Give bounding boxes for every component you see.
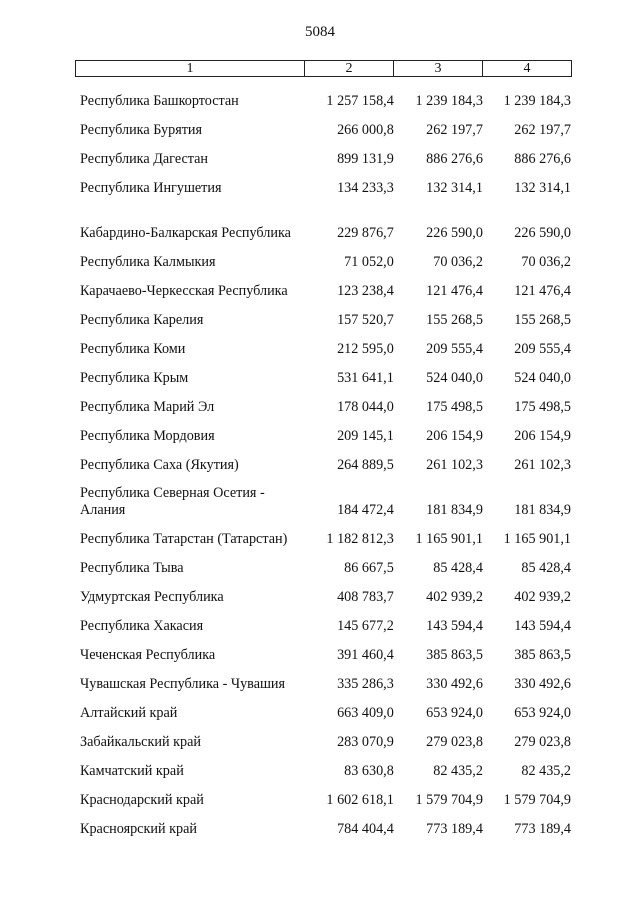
value-col-2: 134 233,3 <box>337 180 394 196</box>
region-name: Республика Ингушетия <box>80 180 222 196</box>
value-col-4: 279 023,8 <box>514 734 572 750</box>
region-name: Республика Хакасия <box>80 618 204 634</box>
table-row <box>75 197 571 242</box>
region-name: Красноярский край <box>80 821 197 837</box>
value-col-4: 82 435,2 <box>521 763 572 779</box>
value-col-4: 402 939,2 <box>514 589 572 605</box>
table-row <box>75 329 571 358</box>
table-row <box>75 780 571 809</box>
region-name: Республика Бурятия <box>80 122 203 138</box>
value-col-4: 1 165 901,1 <box>503 531 572 547</box>
region-name: Республика Северная Осетия - Алания <box>80 485 265 518</box>
value-col-2: 899 131,9 <box>337 151 394 167</box>
value-col-4: 262 197,7 <box>514 122 572 138</box>
table-row <box>75 519 571 548</box>
column-header-4: 4 <box>483 61 572 77</box>
page-number: 5084 <box>305 24 335 40</box>
value-col-4: 132 314,1 <box>514 180 572 196</box>
value-col-3: 1 165 901,1 <box>415 531 483 547</box>
value-col-3: 402 939,2 <box>426 589 483 605</box>
value-col-2: 229 876,7 <box>337 225 394 241</box>
value-col-4: 206 154,9 <box>514 428 572 444</box>
value-col-2: 157 520,7 <box>337 312 394 328</box>
region-name: Удмуртская Республика <box>80 589 224 605</box>
value-col-3: 279 023,8 <box>426 734 483 750</box>
table-row <box>75 474 571 519</box>
value-col-3: 330 492,6 <box>426 676 483 692</box>
region-name: Камчатский край <box>80 763 184 779</box>
value-col-2: 663 409,0 <box>337 705 394 721</box>
value-col-4: 181 834,9 <box>514 502 572 518</box>
table-row <box>75 168 571 197</box>
value-col-4: 121 476,4 <box>514 283 572 299</box>
value-col-2: 1 182 812,3 <box>326 531 394 547</box>
value-col-3: 886 276,6 <box>426 151 483 167</box>
region-name: Забайкальский край <box>80 734 201 750</box>
value-col-3: 1 239 184,3 <box>415 93 483 109</box>
table-row <box>75 606 571 635</box>
table-row <box>75 445 571 474</box>
table-row <box>75 751 571 780</box>
value-col-3: 175 498,5 <box>426 399 483 415</box>
value-col-4: 1 239 184,3 <box>503 93 572 109</box>
value-col-3: 70 036,2 <box>433 254 483 270</box>
value-col-2: 209 145,1 <box>337 428 394 444</box>
region-name: Республика Башкортостан <box>80 93 239 109</box>
region-name: Краснодарский край <box>80 792 204 808</box>
table-row <box>75 548 571 577</box>
value-col-2: 86 667,5 <box>344 560 394 576</box>
value-col-4: 209 555,4 <box>514 341 572 357</box>
region-name: Республика Крым <box>80 370 189 386</box>
value-col-3: 385 863,5 <box>426 647 483 663</box>
value-col-4: 226 590,0 <box>514 225 572 241</box>
region-name: Чувашская Республика - Чувашия <box>80 676 286 692</box>
value-col-2: 335 286,3 <box>337 676 394 692</box>
value-col-2: 83 630,8 <box>344 763 394 779</box>
value-col-2: 178 044,0 <box>337 399 394 415</box>
region-name: Республика Саха (Якутия) <box>80 457 239 473</box>
table-row <box>75 300 571 329</box>
value-col-2: 264 889,5 <box>337 457 394 473</box>
table-row <box>75 722 571 751</box>
column-header-2: 2 <box>305 61 394 77</box>
region-name: Республика Коми <box>80 341 186 357</box>
value-col-4: 330 492,6 <box>514 676 572 692</box>
table-row <box>75 110 571 139</box>
column-header-row <box>75 60 572 77</box>
value-col-3: 85 428,4 <box>433 560 483 576</box>
value-col-3: 1 579 704,9 <box>415 792 483 808</box>
table-row <box>75 693 571 722</box>
value-col-2: 1 602 618,1 <box>326 792 394 808</box>
region-name: Кабардино-Балкарская Республика <box>80 225 291 241</box>
value-col-3: 155 268,5 <box>426 312 483 328</box>
table-row <box>75 635 571 664</box>
value-col-4: 70 036,2 <box>521 254 572 270</box>
value-col-2: 71 052,0 <box>344 254 394 270</box>
value-col-3: 82 435,2 <box>433 763 483 779</box>
region-name: Чеченская Республика <box>80 647 216 663</box>
table-row <box>75 358 571 387</box>
region-name: Республика Марий Эл <box>80 399 215 415</box>
region-name: Республика Татарстан (Татарстан) <box>80 531 288 547</box>
value-col-3: 121 476,4 <box>426 283 483 299</box>
region-name: Алтайский край <box>80 705 178 721</box>
value-col-2: 145 677,2 <box>337 618 394 634</box>
value-col-4: 155 268,5 <box>514 312 572 328</box>
value-col-4: 385 863,5 <box>514 647 572 663</box>
table-row <box>75 271 571 300</box>
table-row <box>75 664 571 693</box>
value-col-2: 531 641,1 <box>337 370 394 386</box>
value-col-2: 123 238,4 <box>337 283 394 299</box>
data-table-body <box>75 81 571 838</box>
value-col-4: 524 040,0 <box>514 370 572 386</box>
table-row <box>75 81 571 110</box>
value-col-4: 261 102,3 <box>514 457 572 473</box>
column-header-1: 1 <box>76 61 305 77</box>
region-name: Республика Карелия <box>80 312 204 328</box>
value-col-2: 784 404,4 <box>337 821 394 837</box>
value-col-2: 408 783,7 <box>337 589 394 605</box>
region-name: Республика Калмыкия <box>80 254 216 270</box>
table-row <box>75 416 571 445</box>
value-col-4: 175 498,5 <box>514 399 572 415</box>
value-col-4: 1 579 704,9 <box>503 792 572 808</box>
value-col-3: 181 834,9 <box>426 502 483 518</box>
value-col-4: 85 428,4 <box>521 560 572 576</box>
region-name: Республика Тыва <box>80 560 184 576</box>
value-col-2: 184 472,4 <box>337 502 394 518</box>
value-col-3: 262 197,7 <box>426 122 483 138</box>
region-name: Карачаево-Черкесская Республика <box>80 283 288 299</box>
value-col-2: 266 000,8 <box>337 122 394 138</box>
value-col-2: 212 595,0 <box>337 341 394 357</box>
value-col-2: 283 070,9 <box>337 734 394 750</box>
value-col-3: 226 590,0 <box>426 225 483 241</box>
table-row <box>75 577 571 606</box>
region-name: Республика Мордовия <box>80 428 215 444</box>
value-col-3: 653 924,0 <box>426 705 483 721</box>
value-col-3: 206 154,9 <box>426 428 483 444</box>
region-name: Республика Дагестан <box>80 151 209 167</box>
value-col-3: 209 555,4 <box>426 341 483 357</box>
table-row <box>75 387 571 416</box>
value-col-3: 261 102,3 <box>426 457 483 473</box>
table-row <box>75 139 571 168</box>
value-col-4: 653 924,0 <box>514 705 572 721</box>
value-col-3: 132 314,1 <box>426 180 483 196</box>
value-col-3: 143 594,4 <box>426 618 483 634</box>
table-row <box>75 242 571 271</box>
value-col-3: 773 189,4 <box>426 821 483 837</box>
value-col-3: 524 040,0 <box>426 370 483 386</box>
value-col-4: 773 189,4 <box>514 821 572 837</box>
value-col-2: 1 257 158,4 <box>326 93 394 109</box>
value-col-4: 143 594,4 <box>514 618 572 634</box>
value-col-2: 391 460,4 <box>337 647 394 663</box>
value-col-4: 886 276,6 <box>514 151 572 167</box>
table-row <box>75 809 571 838</box>
column-header-3: 3 <box>394 61 483 77</box>
